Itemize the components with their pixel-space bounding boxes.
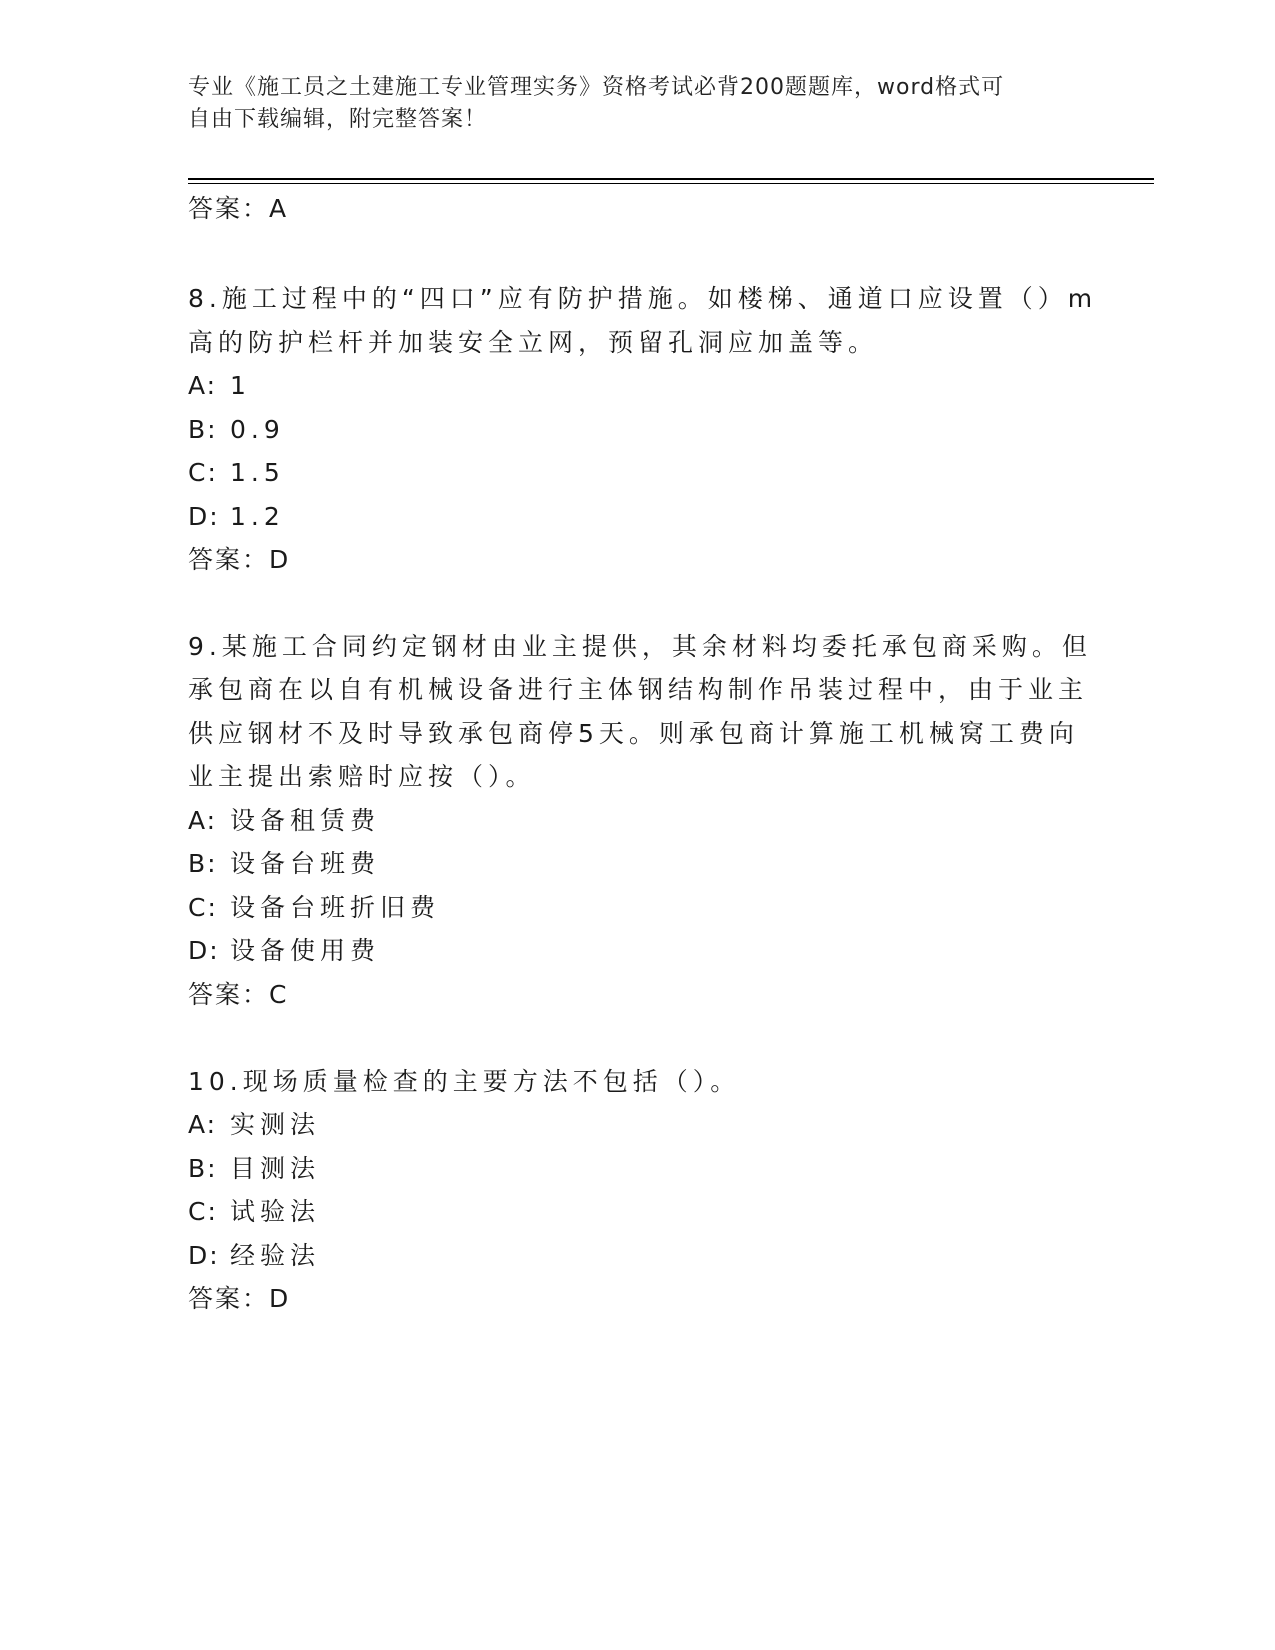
option-label: B: [188, 1154, 218, 1183]
option-text: 设备台班折旧费 [230, 893, 441, 922]
answer-q7: 答案：A [188, 194, 289, 223]
question-10-line-1: 10.现场质量检查的主要方法不包括（）。 [188, 1067, 741, 1096]
header-line-1: 专业《施工员之土建施工专业管理实务》资格考试必背200题题库，word格式可 [188, 75, 1005, 100]
answer-q9: 答案：C [188, 980, 289, 1009]
question-8-option-c [188, 456, 285, 490]
option-label: C: [188, 1197, 218, 1226]
option-label: D: [188, 502, 220, 531]
option-text: 1.2 [230, 502, 285, 531]
option-text: 试验法 [230, 1197, 321, 1226]
question-8-line-1: 8.施工过程中的“四口”应有防护措施。如楼梯、通道口应设置（）m [188, 284, 1098, 313]
option-text: 设备租赁费 [230, 806, 381, 835]
question-9-option-b [188, 847, 380, 881]
question-9-line-3: 供应钢材不及时导致承包商停5天。则承包商计算施工机械窝工费向 [188, 719, 1079, 748]
question-8-option-b [188, 413, 285, 447]
question-9-line-4: 业主提出索赔时应按（）。 [188, 762, 536, 791]
question-8-option-a [188, 369, 251, 403]
option-text: 实测法 [230, 1110, 321, 1139]
question-9-option-d [188, 934, 380, 968]
answer-q10: 答案：D [188, 1284, 291, 1313]
question-9-line-2: 承包商在以自有机械设备进行主体钢结构制作吊装过程中，由于业主 [188, 675, 1089, 704]
header-rule-thin [188, 183, 1154, 184]
option-label: A: [188, 371, 218, 400]
question-8-line-2: 高的防护栏杆并加装安全立网，预留孔洞应加盖等。 [188, 328, 879, 357]
option-label: B: [188, 849, 218, 878]
answer-q8: 答案：D [188, 545, 291, 574]
option-text: 0.9 [230, 415, 285, 444]
question-8-option-d [188, 500, 285, 534]
question-9-option-a [188, 804, 380, 838]
option-label: C: [188, 893, 218, 922]
question-9-option-c [188, 891, 440, 925]
document-header [188, 72, 1068, 136]
option-text: 1 [230, 371, 251, 400]
option-text: 设备使用费 [230, 936, 381, 965]
question-10-option-d [188, 1239, 320, 1273]
option-text: 经验法 [230, 1241, 321, 1270]
option-text: 目测法 [230, 1154, 321, 1183]
question-9-line-1: 9.某施工合同约定钢材由业主提供，其余材料均委托承包商采购。但 [188, 632, 1092, 661]
option-label: D: [188, 936, 220, 965]
option-text: 1.5 [230, 458, 285, 487]
option-label: A: [188, 1110, 218, 1139]
header-rule-thick [188, 178, 1154, 180]
header-line-2: 自由下载编辑，附完整答案！ [188, 107, 488, 132]
question-10-option-b [188, 1152, 320, 1186]
option-label: B: [188, 415, 218, 444]
option-label: D: [188, 1241, 220, 1270]
option-label: A: [188, 806, 218, 835]
question-10-option-c [188, 1195, 320, 1229]
question-10-option-a [188, 1108, 320, 1142]
option-label: C: [188, 458, 218, 487]
option-text: 设备台班费 [230, 849, 381, 878]
